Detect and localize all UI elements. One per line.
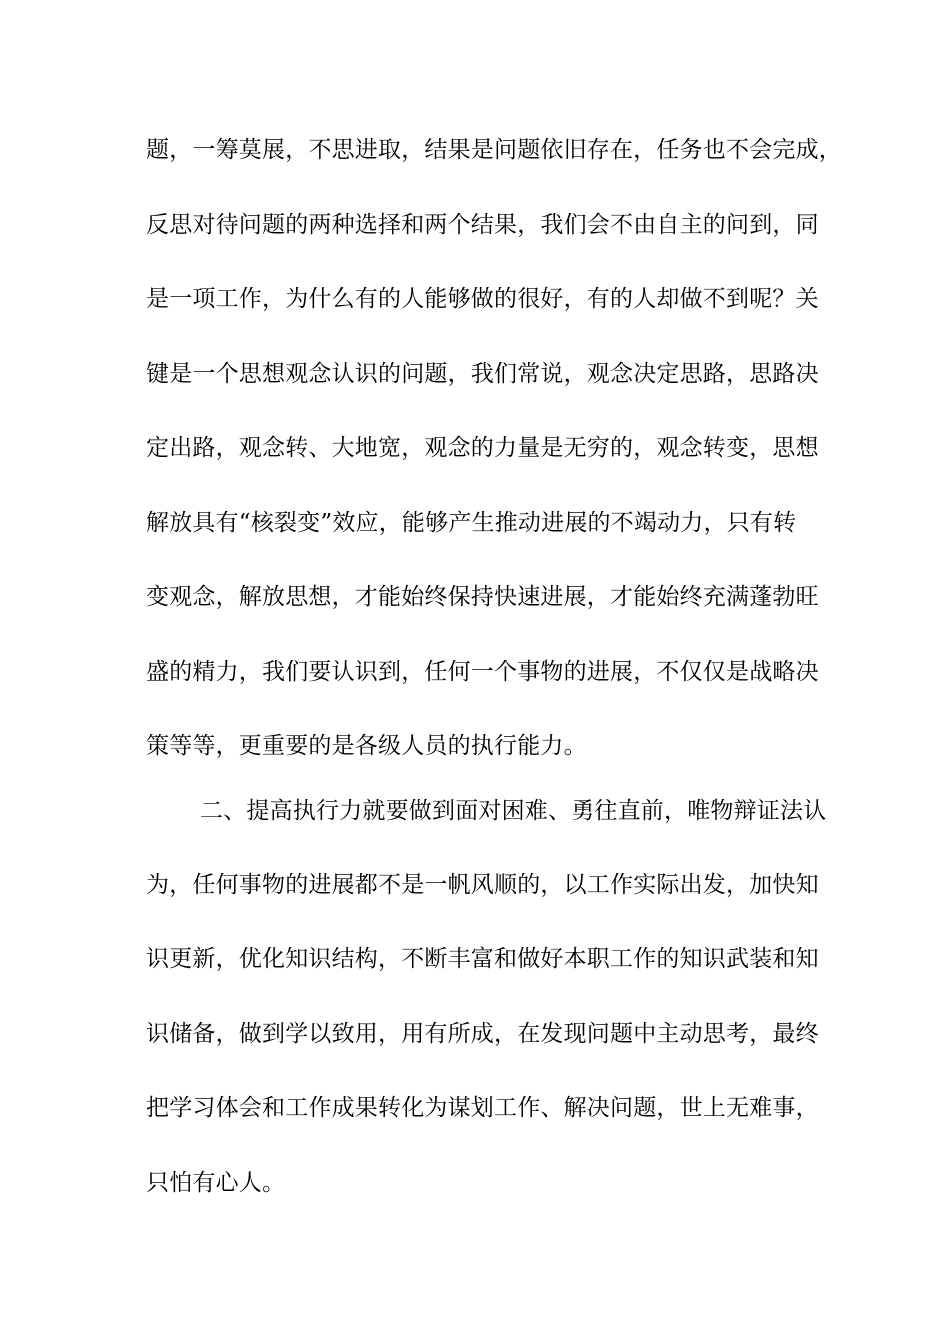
paragraph-line: 题，一筹莫展，不思进取，结果是问题依旧存在，任务也不会完成， bbox=[146, 137, 842, 163]
paragraph-line: 识更新，优化知识结构，不断丰富和做好本职工作的知识武装和知 bbox=[146, 946, 819, 972]
paragraph-line: 盛的精力，我们要认识到，任何一个事物的进展，不仅仅是战略决 bbox=[146, 659, 819, 685]
paragraph-line: 为，任何事物的进展都不是一帆风顺的，以工作实际出发，加快知 bbox=[146, 872, 819, 898]
paragraph-line: 键是一个思想观念认识的问题，我们常说，观念决定思路，思路决 bbox=[146, 361, 819, 387]
section-heading-line: 二、提高执行力就要做到面对困难、勇往直前，唯物辩证法认 bbox=[200, 798, 827, 824]
paragraph-line: 只怕有心人。 bbox=[146, 1170, 286, 1196]
paragraph-line: 解放具有“核裂变”效应，能够产生推动进展的不竭动力，只有转 bbox=[146, 510, 797, 536]
paragraph-line: 反思对待问题的两种选择和两个结果，我们会不由自主的问到，同 bbox=[146, 212, 819, 238]
paragraph-line: 策等等，更重要的是各级人员的执行能力。 bbox=[146, 733, 587, 759]
paragraph-line: 把学习体会和工作成果转化为谋划工作、解决问题，世上无难事， bbox=[146, 1095, 819, 1121]
paragraph-line: 是一项工作，为什么有的人能够做的很好，有的人却做不到呢？关 bbox=[146, 286, 819, 312]
paragraph-line: 识储备，做到学以致用，用有所成，在发现问题中主动思考，最终 bbox=[146, 1021, 819, 1047]
paragraph-line: 变观念，解放思想，才能始终保持快速进展，才能始终充满蓬勃旺 bbox=[146, 584, 819, 610]
paragraph-line: 定出路，观念转、大地宽，观念的力量是无穷的，观念转变，思想 bbox=[146, 435, 819, 461]
